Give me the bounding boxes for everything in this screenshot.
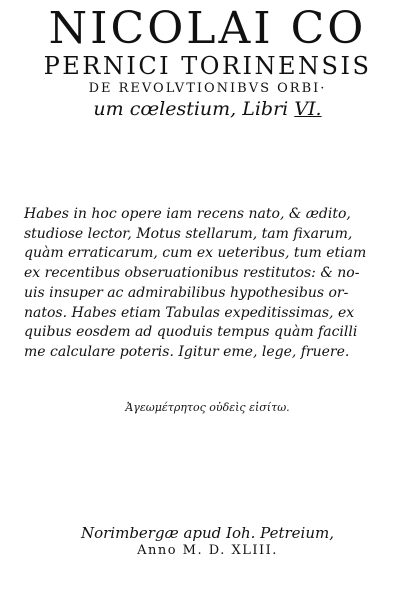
greek-motto: Ἀγεωμέτρητος οὐδεὶς εἰσίτω. [125,401,290,414]
title-work-line-1: DE REVOLVTIONIBVS ORBI· [88,81,327,96]
title-author-line-2: PERNICI TORINENSIS [43,52,372,80]
preface-line: studiose lector, Motus stellarum, tam fixarum, [24,225,353,242]
imprint-publisher: Norimbergæ apud Ioh. Petreium, [80,524,334,542]
preface-paragraph [24,205,389,363]
preface-line: natos. Habes etiam Tabulas expeditissimas, ex [24,304,355,321]
preface-line: me calculare poteris. Igitur eme, lege, fruere. [24,343,350,360]
title-work-line-2 [0,97,415,121]
preface-line: ex recentibus obseruationibus restitutos: & no- [24,265,360,282]
preface-line: uis insuper ac admirabilibus hypothesibus or- [24,284,349,301]
imprint-year: Anno M. D. XLIII. [137,543,278,558]
title-book-count: VI. [294,98,322,120]
preface-line: quàm erraticarum, cum ex ueteribus, tum etiam [24,245,367,262]
preface-line: Habes in hoc opere iam recens nato, & ædito, [24,206,351,222]
preface-line: quibus eosdem ad quoduis tempus quàm facilli [24,324,358,341]
title-work-text: um cœlestium, Libri [93,98,289,120]
title-author-line-1: NICOLAI CO [48,3,367,54]
